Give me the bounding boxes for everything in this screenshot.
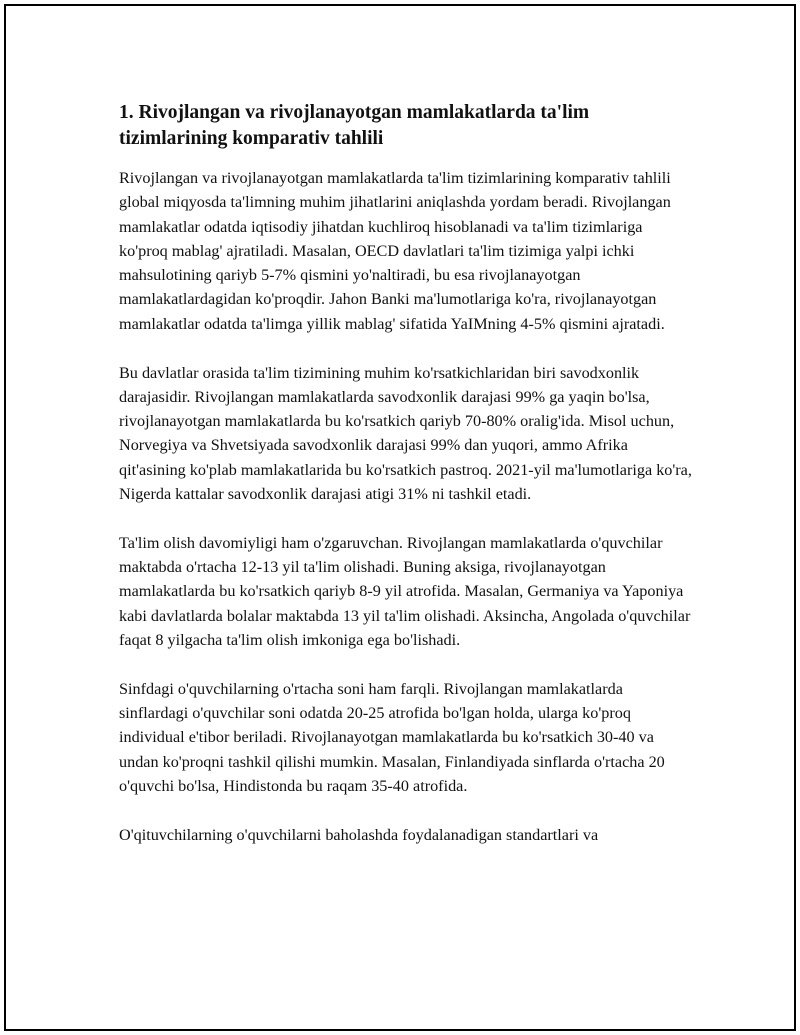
section-heading: 1. Rivojlangan va rivojlanayotgan mamlakatlarda ta'lim tizimlarining komparativ tahlili: [119, 102, 590, 149]
paragraph-schooling-duration: Ta'lim olish davomiyligi ham o'zgaruvchan. Rivojlangan mamlakatlarda o'quvchilar maktabda o'rtacha 12-13 yil ta'lim olishadi. Buning aksiga, rivojlanayotgan mamlakatlarda bu ko'rsatkich qariyb 8-9 yil atrofida. Masalan, Germaniya va Yaponiya kabi davlatlarda bolalar maktabda 13 yil ta'lim olishadi. Aksincha, Angolada o'quvchilar faqat 8 yilgacha ta'lim olish imkoniga ega bo'lishadi.: [119, 533, 691, 650]
paragraph-literacy: Bu davlatlar orasida ta'lim tizimining muhim ko'rsatkichlaridan biri savodxonlik darajasidir. Rivojlangan mamlakatlarda savodxonlik darajasi 99% ga yaqin bo'lsa, rivojlanayotgan mamlakatlarda bu ko'rsatkich qariyb 70-80% oralig'ida. Misol uchun, Norvegiya va Shvetsiyada savodxonlik darajasi 99% dan yuqori, ammo Afrika qit'asining ko'plab mamlakatlarida bu ko'rsatkich pastroq. 2021-yil ma'lumotlariga ko'ra, Nigerda kattalar savodxonlik darajasi atigi 31% ni tashkil etadi.: [119, 363, 692, 504]
document-body: [119, 100, 694, 872]
paragraph-assessment-standards: O'qituvchilarning o'quvchilarni baholashda foydalanadigan standartlari va: [119, 825, 599, 844]
paragraph-class-size: Sinfdagi o'quvchilarning o'rtacha soni ham farqli. Rivojlangan mamlakatlarda sinflardagi o'quvchilar soni odatda 20-25 atrofida bo'lgan holda, ularga ko'proq individual e'tibor beriladi. Rivojlanayotgan mamlakatlarda bu ko'rsatkich 30-40 va undan ko'proqni tashkil qilishi mumkin. Masalan, Finlandiyada sinflarda o'rtacha 20 o'quvchi bo'lsa, Hindistonda bu raqam 35-40 atrofida.: [119, 679, 665, 796]
paragraph-funding: Rivojlangan va rivojlanayotgan mamlakatlarda ta'lim tizimlarining komparativ tahlili global miqyosda ta'limning muhim jihatlarini aniqlashda yordam beradi. Rivojlangan mamlakatlar odatda iqtisodiy jihatdan kuchliroq hisoblanadi va ta'lim tizimlariga ko'proq mablag' ajratiladi. Masalan, OECD davlatlari ta'lim tizimiga yalpi ichki mahsulotining qariyb 5-7% qismini yo'naltiradi, bu esa rivojlanayotgan mamlakatlardagidan ko'proqdir. Jahon Banki ma'lumotlariga ko'ra, rivojlanayotgan mamlakatlar odatda ta'limga yillik mablag' sifatida YaIMning 4-5% qismini ajratadi.: [119, 169, 671, 333]
page-frame: [4, 4, 796, 1031]
